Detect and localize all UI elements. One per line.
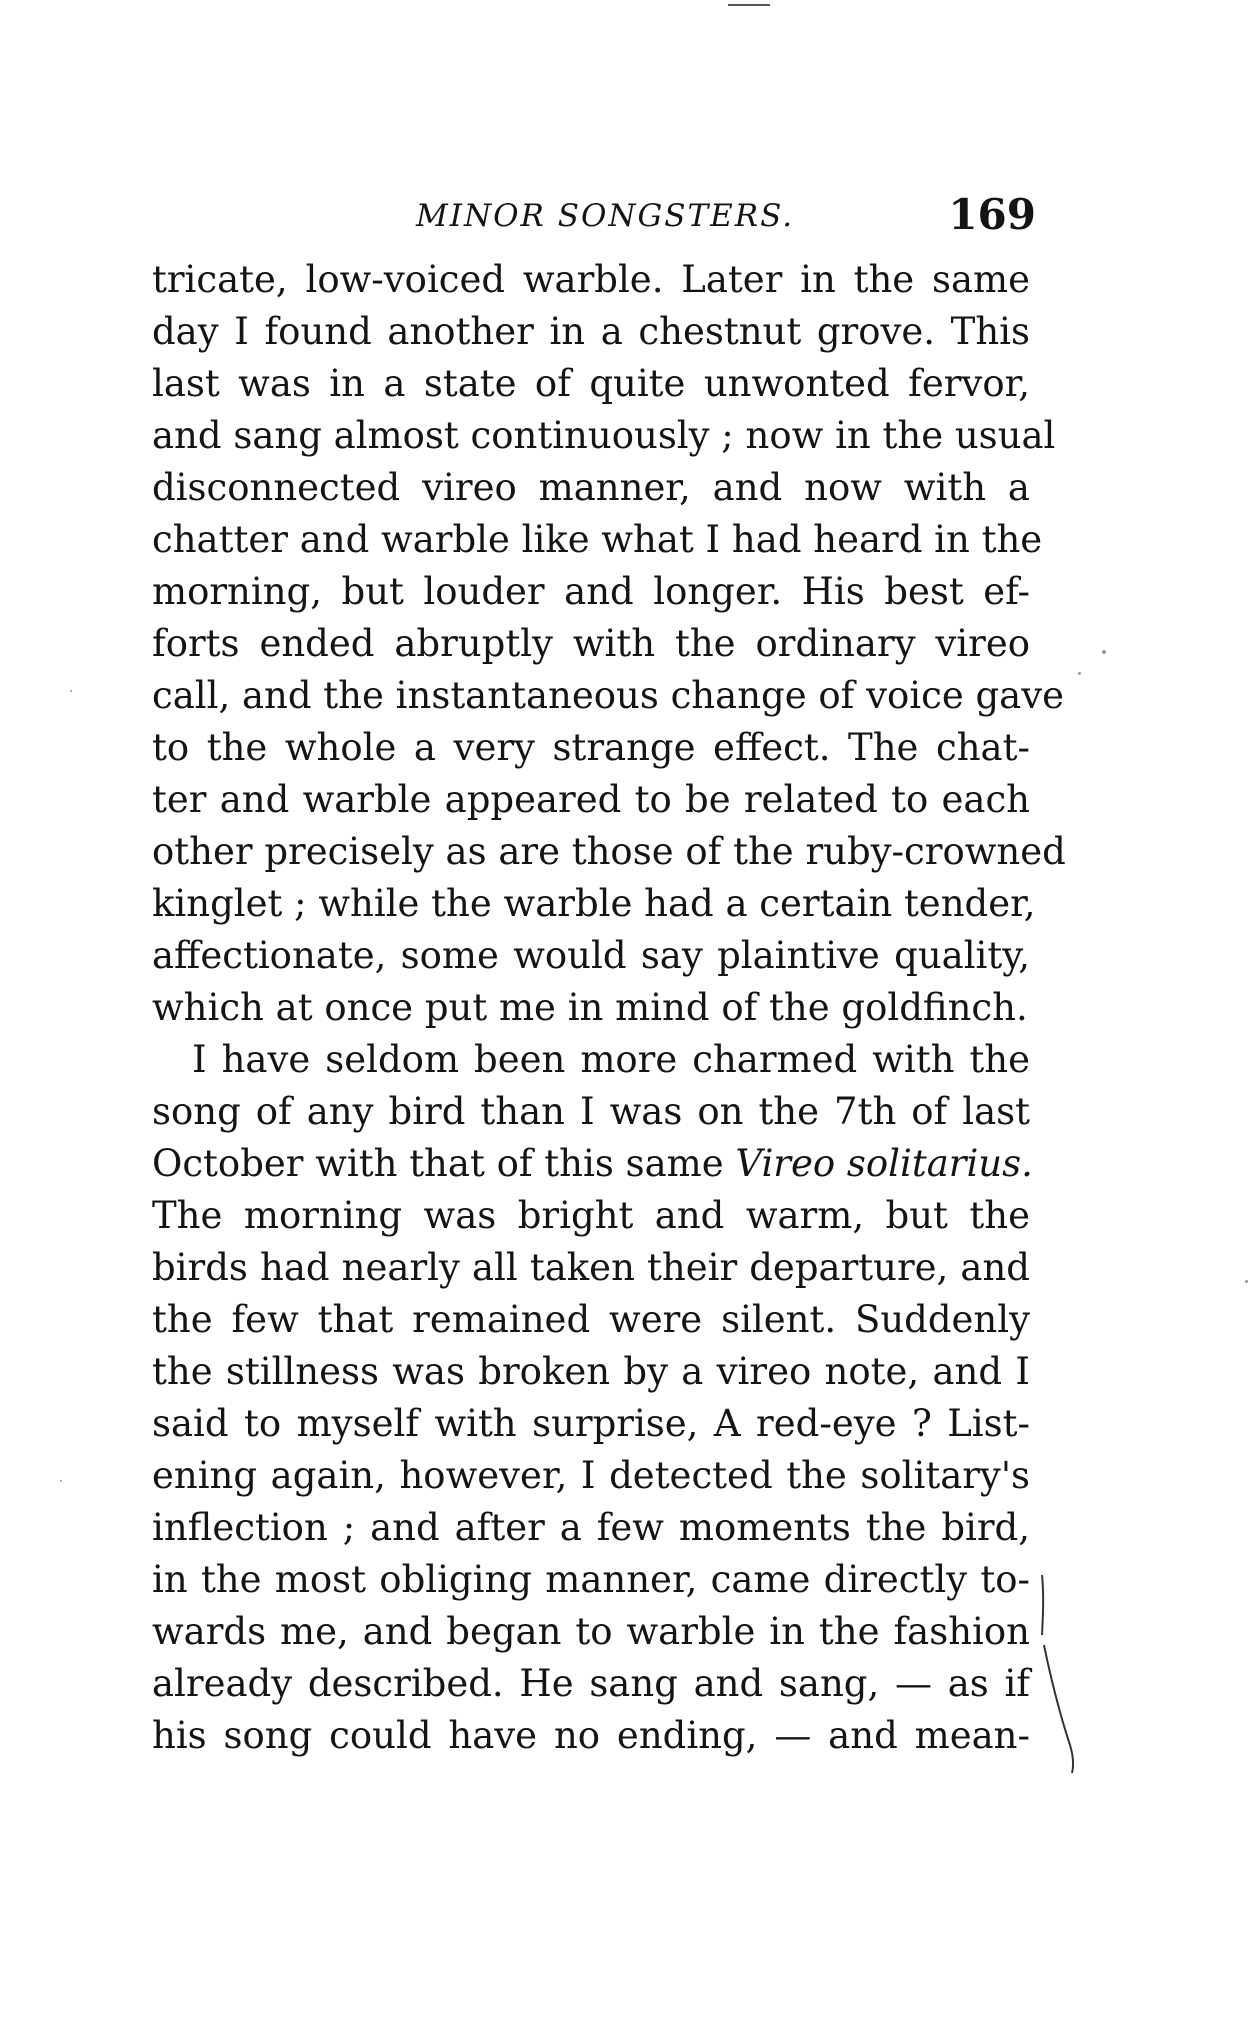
- text-line: kinglet ; while the warble had a certain tender,: [152, 882, 1036, 925]
- text-line: day I found another in a chestnut grove. This: [152, 310, 1030, 353]
- text-segment: October with that of this same: [152, 1142, 724, 1185]
- text-line: inflection ; and after a few moments the bird,: [152, 1506, 1030, 1549]
- paper-speck: [1102, 650, 1106, 654]
- text-line: ter and warble appeared to be related to each: [152, 778, 1030, 821]
- text-line: wards me, and began to warble in the fashion: [152, 1610, 1030, 1653]
- text-line: the few that remained were silent. Suddenly: [152, 1298, 1030, 1341]
- text-line: disconnected vireo manner, and now with a: [152, 466, 1030, 509]
- text-line: said to myself with surprise, A red-eye ? List-: [152, 1402, 1030, 1445]
- text-line: last was in a state of quite unwonted fervor,: [152, 362, 1030, 405]
- text-line: song of any bird than I was on the 7th of last: [152, 1090, 1030, 1133]
- paper-speck: [70, 690, 72, 692]
- text-line: other precisely as are those of the ruby-crowned: [152, 830, 1066, 873]
- paper-speck: [1245, 1280, 1248, 1283]
- text-line: in the most obliging manner, came directly to-: [152, 1558, 1030, 1601]
- text-line: his song could have no ending, — and mean-: [152, 1714, 1030, 1757]
- text-line: ening again, however, I detected the solitary's: [152, 1454, 1030, 1497]
- running-head: [148, 190, 1036, 238]
- text-line: already described. He sang and sang, — as if: [152, 1662, 1030, 1705]
- text-line: the stillness was broken by a vireo note, and I: [152, 1350, 1030, 1393]
- text-line-with-species: [152, 1138, 1033, 1190]
- running-head-title: MINOR SONGSTERS.: [416, 198, 795, 234]
- page-number: 169: [948, 190, 1036, 239]
- species-name: Vireo solitarius.: [735, 1142, 1033, 1185]
- text-line: which at once put me in mind of the goldfinch.: [152, 986, 1028, 1029]
- text-line: and sang almost continuously ; now in the usual: [152, 414, 1056, 457]
- text-line: morning, but louder and longer. His best ef-: [152, 570, 1030, 613]
- text-line: chatter and warble like what I had heard in the: [152, 518, 1043, 561]
- paragraph-start-line: I have seldom been more charmed with the: [192, 1038, 1030, 1081]
- text-line: to the whole a very strange effect. The chat-: [152, 726, 1030, 769]
- body-text: [152, 254, 1066, 1762]
- text-line: birds had nearly all taken their departure, and: [152, 1246, 1030, 1289]
- margin-pencil-mark: [1040, 1575, 1080, 1775]
- paper-speck: [60, 1480, 62, 1482]
- text-line: The morning was bright and warm, but the: [152, 1194, 1030, 1237]
- text-line: call, and the instantaneous change of voice gave: [152, 674, 1065, 717]
- text-line: forts ended abruptly with the ordinary vireo: [152, 622, 1030, 665]
- paper-speck: [1078, 672, 1081, 675]
- top-edge-mark: [728, 4, 770, 6]
- text-line: tricate, low-voiced warble. Later in the same: [152, 258, 1030, 301]
- text-line: affectionate, some would say plaintive quality,: [152, 934, 1030, 977]
